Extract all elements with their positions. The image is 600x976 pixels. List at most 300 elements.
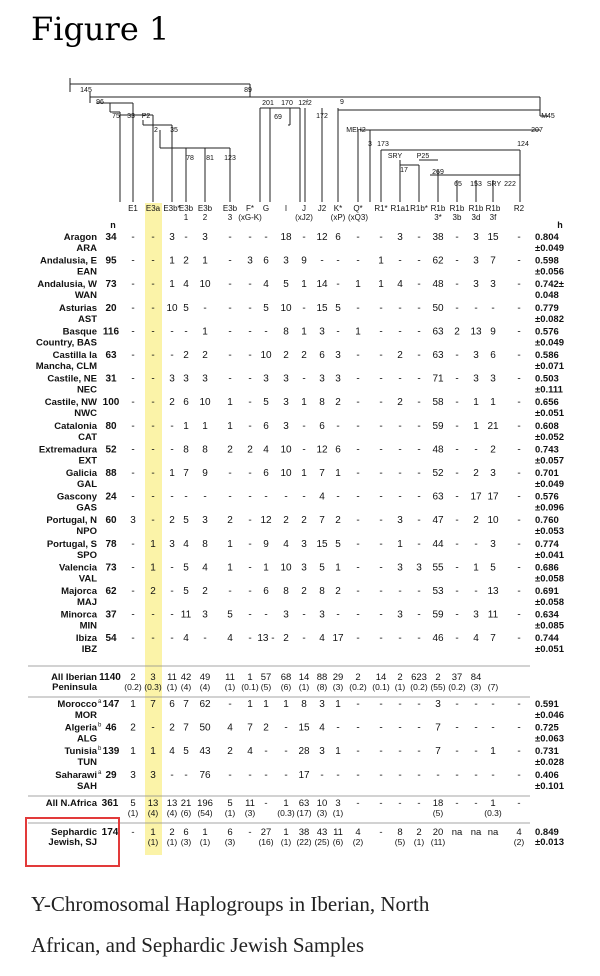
diversity-value: 0.634 bbox=[535, 609, 559, 621]
population-code: IBZ bbox=[81, 644, 97, 656]
haplogroup-value: - bbox=[131, 279, 135, 291]
haplogroup-value: - bbox=[302, 420, 306, 432]
haplogroup-value: - bbox=[131, 326, 135, 338]
haplogroup-value: 2 bbox=[283, 350, 289, 361]
diversity-error: ±0.053 bbox=[535, 526, 564, 538]
haplogroup-value: 11 bbox=[180, 609, 192, 621]
haplogroup-value: 3 bbox=[169, 232, 175, 243]
diversity-value: 0.586 bbox=[535, 350, 559, 361]
haplogroup-value: 3 bbox=[301, 562, 307, 574]
tree-node-label: 172 bbox=[316, 113, 328, 120]
summary-percent: (1) bbox=[166, 682, 178, 692]
population-code: GAL bbox=[76, 479, 97, 490]
haplogroup-value: 5 bbox=[263, 302, 269, 314]
diversity-value: 0.608 bbox=[535, 420, 559, 432]
haplogroup-value: - bbox=[379, 633, 383, 645]
haplogroup-value: - bbox=[356, 515, 360, 527]
haplogroup-value: - bbox=[248, 769, 252, 781]
haplogroup-value: - bbox=[517, 515, 521, 527]
haplogroup-value: 4 bbox=[247, 746, 253, 758]
haplogroup-value: - bbox=[474, 746, 478, 758]
summary-count: 20 bbox=[432, 827, 444, 838]
haplogroup-value: - bbox=[302, 373, 306, 385]
summary-count: 11 bbox=[333, 827, 343, 838]
population-name: Tunisia bbox=[64, 746, 97, 758]
haplogroup-value: - bbox=[398, 420, 402, 432]
haplogroup-value: 1 bbox=[227, 562, 233, 574]
haplogroup-value: - bbox=[455, 255, 459, 267]
haplogroup-value: - bbox=[248, 397, 252, 409]
haplogroup-value: - bbox=[170, 586, 174, 597]
diversity-error: ±0.049 bbox=[535, 479, 564, 490]
haplogroup-value: - bbox=[517, 232, 521, 243]
column-header-sub: (xJ2) bbox=[295, 213, 313, 222]
haplogroup-value: 3 bbox=[283, 420, 289, 432]
haplogroup-value: 2 bbox=[130, 722, 136, 734]
haplogroup-value: 62 bbox=[432, 255, 444, 267]
summary-count: 5 bbox=[227, 798, 233, 809]
haplogroup-value: - bbox=[455, 515, 459, 527]
summary-percent: (1) bbox=[394, 682, 406, 692]
haplogroup-value: 2 bbox=[183, 350, 189, 361]
haplogroup-value: - bbox=[336, 722, 340, 734]
haplogroup-value: - bbox=[170, 491, 174, 503]
haplogroup-value: - bbox=[398, 444, 402, 456]
haplogroup-value: - bbox=[302, 302, 306, 314]
haplogroup-value: 3 bbox=[202, 373, 208, 385]
haplogroup-value: - bbox=[284, 722, 288, 734]
column-header-sub: 2 bbox=[202, 213, 208, 222]
population-code: EXT bbox=[78, 455, 97, 467]
haplogroup-value: - bbox=[379, 699, 383, 710]
diversity-error: ±0.046 bbox=[535, 710, 564, 721]
haplogroup-value: 15 bbox=[487, 232, 499, 243]
haplogroup-value: 4 bbox=[169, 746, 175, 758]
haplogroup-value: 2 bbox=[150, 586, 156, 597]
haplogroup-value: - bbox=[455, 769, 459, 781]
summary-count: 21 bbox=[180, 798, 192, 809]
haplogroup-value: - bbox=[398, 491, 402, 503]
column-header: E3b bbox=[178, 204, 194, 213]
summary-percent: (3) bbox=[244, 808, 256, 818]
summary-count: 27 bbox=[260, 827, 272, 838]
haplogroup-value: - bbox=[248, 468, 252, 479]
summary-percent: (1) bbox=[199, 837, 211, 847]
summary-percent: (4) bbox=[166, 808, 178, 818]
summary-n: 1140 bbox=[99, 672, 121, 683]
haplogroup-value: - bbox=[151, 279, 155, 291]
haplogroup-value: - bbox=[417, 586, 421, 597]
summary-count: 1 bbox=[490, 798, 496, 809]
haplogroup-value: - bbox=[398, 468, 402, 479]
haplogroup-value: 38 bbox=[432, 232, 444, 243]
population-code: Country, BAS bbox=[35, 337, 97, 349]
summary-percent: (3) bbox=[470, 682, 482, 692]
haplogroup-value: - bbox=[517, 350, 521, 361]
haplogroup-value: 8 bbox=[319, 397, 325, 409]
haplogroup-value: 2 bbox=[227, 515, 233, 527]
haplogroup-value: - bbox=[228, 350, 232, 361]
haplogroup-value: 3 bbox=[283, 373, 289, 385]
haplogroup-value: 3 bbox=[473, 373, 479, 385]
haplogroup-value: 15 bbox=[316, 302, 328, 314]
haplogroup-value: - bbox=[474, 586, 478, 597]
haplogroup-value: 3 bbox=[283, 255, 289, 267]
diversity-value: 0.503 bbox=[535, 373, 559, 385]
diversity-error: ±0.058 bbox=[535, 573, 564, 585]
column-header: J bbox=[302, 204, 306, 213]
haplogroup-value: - bbox=[517, 562, 521, 574]
summary-percent: (0.2) bbox=[410, 682, 428, 692]
haplogroup-value: 4 bbox=[183, 538, 189, 550]
haplogroup-value: - bbox=[455, 397, 459, 409]
sample-size: 139 bbox=[102, 746, 120, 758]
haplogroup-value: - bbox=[455, 722, 459, 734]
haplogroup-value: - bbox=[417, 722, 421, 734]
haplogroup-value: - bbox=[379, 302, 383, 314]
haplogroup-value: 6 bbox=[335, 444, 341, 456]
diversity-value: 0.701 bbox=[535, 468, 559, 479]
tree-node-label: 145 bbox=[80, 87, 92, 94]
haplogroup-value: - bbox=[398, 633, 402, 645]
sample-size: 37 bbox=[105, 609, 117, 621]
diversity-value: 0.774 bbox=[535, 538, 559, 550]
haplogroup-value: 10 bbox=[280, 302, 292, 314]
haplogroup-value: 43 bbox=[199, 746, 211, 758]
summary-n: 174 bbox=[101, 827, 119, 838]
population-code: NWC bbox=[74, 408, 97, 420]
haplogroup-value: 48 bbox=[432, 444, 444, 456]
summary-count: - bbox=[398, 798, 402, 809]
summary-count: 2 bbox=[416, 827, 422, 838]
haplogroup-value: - bbox=[248, 350, 252, 361]
haplogroup-value: 1 bbox=[397, 538, 403, 550]
population-code: TUN bbox=[77, 757, 97, 769]
haplogroup-value: 59 bbox=[432, 609, 444, 621]
haplogroup-value: 3 bbox=[202, 232, 208, 243]
haplogroup-value: - bbox=[398, 326, 402, 338]
haplogroup-value: 3 bbox=[301, 538, 307, 550]
population-code: SPO bbox=[76, 549, 97, 561]
haplogroup-value: - bbox=[131, 444, 135, 456]
summary-count: - bbox=[379, 798, 383, 809]
haplogroup-value: - bbox=[151, 373, 155, 385]
summary-count: 8 bbox=[397, 827, 403, 838]
haplogroup-value: 8 bbox=[202, 538, 208, 550]
summary-percent: (0.2) bbox=[124, 682, 142, 692]
summary-percent: (5) bbox=[394, 837, 406, 847]
summary-count: 6 bbox=[227, 827, 233, 838]
haplogroup-value: 8 bbox=[283, 326, 289, 338]
haplogroup-value: 2 bbox=[183, 255, 189, 267]
haplogroup-value: 3 bbox=[490, 279, 496, 291]
sample-size: 78 bbox=[105, 538, 117, 550]
diversity-error: ±0.041 bbox=[535, 549, 564, 561]
haplogroup-value: 2 bbox=[397, 350, 403, 361]
population-code: EAN bbox=[76, 266, 97, 278]
haplogroup-value: 1 bbox=[378, 279, 384, 291]
haplogroup-value: - bbox=[151, 397, 155, 409]
haplogroup-value: 44 bbox=[432, 538, 444, 550]
haplogroup-value: 3 bbox=[473, 232, 479, 243]
haplogroup-value: 55 bbox=[432, 562, 444, 574]
summary-percent: (4) bbox=[199, 682, 211, 692]
haplogroup-value: - bbox=[491, 769, 495, 781]
haplogroup-value: 1 bbox=[150, 538, 156, 550]
column-header-sub: 1 bbox=[183, 213, 189, 222]
diversity-value: 0.691 bbox=[535, 586, 559, 597]
haplogroup-value: 3 bbox=[473, 609, 479, 621]
haplogroup-value: - bbox=[417, 746, 421, 758]
haplogroup-value: - bbox=[517, 397, 521, 409]
haplogroup-value: 1 bbox=[227, 538, 233, 550]
haplogroup-value: 4 bbox=[202, 562, 208, 574]
diversity-error: ±0.049 bbox=[535, 337, 564, 349]
haplogroup-value: - bbox=[379, 562, 383, 574]
haplogroup-value: 3 bbox=[319, 746, 325, 758]
summary-percent: (6) bbox=[332, 837, 344, 847]
haplogroup-value: - bbox=[228, 255, 232, 267]
diversity-value: 0.779 bbox=[535, 302, 559, 314]
sample-size: 63 bbox=[105, 350, 117, 361]
tree-node-label: 201 bbox=[262, 100, 274, 107]
haplogroup-value: 3 bbox=[183, 373, 189, 385]
diversity-error: ±0.101 bbox=[535, 780, 564, 792]
summary-percent: (4) bbox=[180, 682, 192, 692]
haplogroup-value: - bbox=[264, 491, 268, 503]
haplogroup-value: - bbox=[417, 444, 421, 456]
haplogroup-value: - bbox=[170, 633, 174, 645]
haplogroup-value: - bbox=[474, 302, 478, 314]
haplogroup-value: 1 bbox=[473, 397, 479, 409]
haplogroup-value: 12 bbox=[260, 515, 272, 527]
haplogroup-value: - bbox=[203, 633, 207, 645]
haplogroup-value: - bbox=[356, 397, 360, 409]
haplogroup-value: 6 bbox=[490, 350, 496, 361]
haplogroup-value: - bbox=[170, 769, 174, 781]
haplogroup-value: - bbox=[517, 255, 521, 267]
sample-size: 73 bbox=[105, 279, 117, 291]
haplogroup-value: - bbox=[398, 302, 402, 314]
haplogroup-value: - bbox=[248, 279, 252, 291]
haplogroup-value: - bbox=[455, 633, 459, 645]
summary-percent: (3) bbox=[180, 837, 192, 847]
haplogroup-value: 1 bbox=[301, 279, 307, 291]
haplogroup-value: - bbox=[417, 232, 421, 243]
summary-count: na bbox=[487, 827, 499, 838]
haplogroup-value: - bbox=[151, 491, 155, 503]
haplogroup-value: - bbox=[356, 538, 360, 550]
tree-node-label: 35 bbox=[170, 127, 178, 134]
summary-percent: (0.3) bbox=[277, 808, 295, 818]
haplogroup-value: 1 bbox=[335, 746, 341, 758]
haplogroup-value: - bbox=[379, 491, 383, 503]
haplogroup-value: - bbox=[517, 468, 521, 479]
haplogroup-value: 18 bbox=[280, 232, 292, 243]
summary-percent: (0.2) bbox=[349, 682, 367, 692]
column-header: G bbox=[262, 204, 270, 213]
diversity-value: 0.591 bbox=[535, 699, 559, 710]
population-name: Castilla la bbox=[52, 350, 97, 361]
summary-count: - bbox=[417, 798, 421, 809]
sample-size: 60 bbox=[105, 515, 117, 527]
haplogroup-value: - bbox=[455, 562, 459, 574]
haplogroup-value: 63 bbox=[432, 326, 444, 338]
haplogroup-value: 10 bbox=[199, 279, 211, 291]
haplogroup-value: - bbox=[398, 586, 402, 597]
summary-percent: (11) bbox=[430, 837, 446, 847]
haplogroup-value: 28 bbox=[298, 746, 310, 758]
haplogroup-value: - bbox=[203, 491, 207, 503]
haplogroup-value: 2 bbox=[169, 515, 175, 527]
sample-size: 62 bbox=[105, 586, 117, 597]
summary-count: 29 bbox=[332, 672, 344, 683]
haplogroup-value: 4 bbox=[183, 279, 189, 291]
haplogroup-value: - bbox=[491, 722, 495, 734]
haplogroup-value: - bbox=[336, 255, 340, 267]
column-header-sub: 3 bbox=[227, 213, 233, 222]
haplogroup-value: - bbox=[151, 232, 155, 243]
haplogroup-value: - bbox=[398, 255, 402, 267]
haplogroup-value: - bbox=[379, 397, 383, 409]
haplogroup-value: - bbox=[379, 350, 383, 361]
haplogroup-value: 7 bbox=[150, 699, 156, 710]
haplogroup-value: - bbox=[379, 746, 383, 758]
tree-node-label: 173 bbox=[377, 141, 389, 148]
haplogroup-value: - bbox=[417, 279, 421, 291]
haplogroup-value: 46 bbox=[432, 633, 444, 645]
haplogroup-value: 9 bbox=[490, 326, 496, 338]
haplogroup-value: - bbox=[398, 746, 402, 758]
summary-count: 2 bbox=[355, 672, 361, 683]
summary-percent: (22) bbox=[296, 837, 312, 847]
haplogroup-value: 7 bbox=[319, 515, 325, 527]
haplogroup-value: - bbox=[379, 373, 383, 385]
sample-size: 88 bbox=[105, 468, 117, 479]
summary-count: 14 bbox=[375, 672, 387, 683]
haplogroup-value: 59 bbox=[432, 420, 444, 432]
diversity-value: 0.743 bbox=[535, 444, 559, 456]
haplogroup-value: 10 bbox=[280, 444, 292, 456]
summary-count: 42 bbox=[180, 672, 192, 683]
tree-node-label: 65 bbox=[454, 181, 462, 188]
haplogroup-value: - bbox=[517, 538, 521, 550]
haplogroup-value: - bbox=[517, 609, 521, 621]
haplogroup-value: - bbox=[455, 746, 459, 758]
column-header-sub: 3b bbox=[452, 213, 462, 222]
column-header: R1b bbox=[449, 204, 465, 213]
summary-percent: (3) bbox=[316, 808, 328, 818]
haplogroup-table bbox=[28, 87, 565, 848]
haplogroup-value: 3 bbox=[416, 562, 422, 574]
haplogroup-value: 4 bbox=[283, 538, 289, 550]
haplogroup-value: 10 bbox=[487, 515, 499, 527]
diversity-value: 0.744 bbox=[535, 633, 559, 645]
haplogroup-value: - bbox=[248, 373, 252, 385]
diversity-value: 0.725 bbox=[535, 722, 559, 734]
diversity-error: ±0.096 bbox=[535, 502, 564, 514]
summary-percent: (6) bbox=[280, 682, 292, 692]
haplogroup-value: 1 bbox=[301, 397, 307, 409]
summary-percent: (0.3) bbox=[144, 682, 162, 692]
haplogroup-value: 1 bbox=[169, 279, 175, 291]
haplogroup-value: - bbox=[379, 769, 383, 781]
haplogroup-value: - bbox=[356, 302, 360, 314]
diversity-error: ±0.052 bbox=[535, 431, 564, 443]
haplogroup-value: - bbox=[336, 609, 340, 621]
summary-count: 6 bbox=[183, 827, 189, 838]
haplogroup-value: - bbox=[517, 491, 521, 503]
haplogroup-value: - bbox=[455, 491, 459, 503]
haplogroup-value: 2 bbox=[202, 586, 208, 597]
haplogroup-value: - bbox=[131, 633, 135, 645]
tree-node-label: 269 bbox=[432, 169, 444, 176]
n-header: n bbox=[110, 220, 116, 230]
haplogroup-value: - bbox=[491, 699, 495, 710]
haplogroup-value: - bbox=[356, 232, 360, 243]
haplogroup-value: 3 bbox=[202, 609, 208, 621]
sephardic-highlight-box bbox=[25, 817, 120, 867]
summary-percent: (0.2) bbox=[448, 682, 466, 692]
population-name: Portugal, S bbox=[46, 538, 97, 550]
haplogroup-value: 3 bbox=[130, 769, 136, 781]
summary-count: 37 bbox=[451, 672, 463, 683]
population-name: Valencia bbox=[58, 562, 97, 574]
diversity-error: ±0.049 bbox=[535, 243, 564, 254]
tree-node-label: P2 bbox=[141, 113, 151, 120]
haplogroup-value: - bbox=[474, 769, 478, 781]
haplogroup-value: - bbox=[151, 350, 155, 361]
column-header: R1* bbox=[374, 204, 388, 213]
population-name: Andalusia, W bbox=[37, 279, 97, 291]
summary-count: 3 bbox=[335, 798, 341, 809]
tree-node-label: MEH2 bbox=[346, 127, 366, 134]
haplogroup-value: - bbox=[131, 538, 135, 550]
summary-code: Peninsula bbox=[52, 682, 97, 693]
haplogroup-value: - bbox=[517, 373, 521, 385]
haplogroup-value: - bbox=[474, 722, 478, 734]
diversity-value: 0.742± bbox=[535, 279, 564, 291]
diversity-value: 0.804 bbox=[535, 232, 559, 243]
summary-count: 4 bbox=[516, 827, 522, 838]
haplogroup-value: 4 bbox=[227, 633, 233, 645]
diversity-value: 0.598 bbox=[535, 255, 559, 267]
sample-size: 52 bbox=[105, 444, 117, 456]
population-name: Basque bbox=[62, 326, 97, 338]
summary-name: Sephardic bbox=[51, 827, 97, 838]
population-footnote: b bbox=[98, 722, 102, 729]
summary-count: - bbox=[455, 798, 459, 809]
haplogroup-value: - bbox=[417, 491, 421, 503]
haplogroup-value: - bbox=[417, 350, 421, 361]
haplogroup-value: - bbox=[356, 350, 360, 361]
haplogroup-value: 13 - bbox=[257, 633, 275, 645]
haplogroup-value: - bbox=[379, 420, 383, 432]
tree-node-label: M45 bbox=[541, 113, 555, 120]
haplogroup-value: 1 bbox=[473, 562, 479, 574]
haplogroup-value: - bbox=[436, 769, 440, 781]
sample-size: 46 bbox=[105, 722, 117, 734]
haplogroup-value: - bbox=[356, 420, 360, 432]
haplogroup-value: 6 bbox=[319, 350, 325, 361]
sample-size: 73 bbox=[105, 562, 117, 574]
haplogroup-value: - bbox=[131, 586, 135, 597]
haplogroup-value: - bbox=[398, 699, 402, 710]
haplogroup-value: - bbox=[248, 420, 252, 432]
haplogroup-value: - bbox=[228, 326, 232, 338]
haplogroup-value: 3 bbox=[473, 350, 479, 361]
population-code: MAJ bbox=[76, 597, 97, 608]
